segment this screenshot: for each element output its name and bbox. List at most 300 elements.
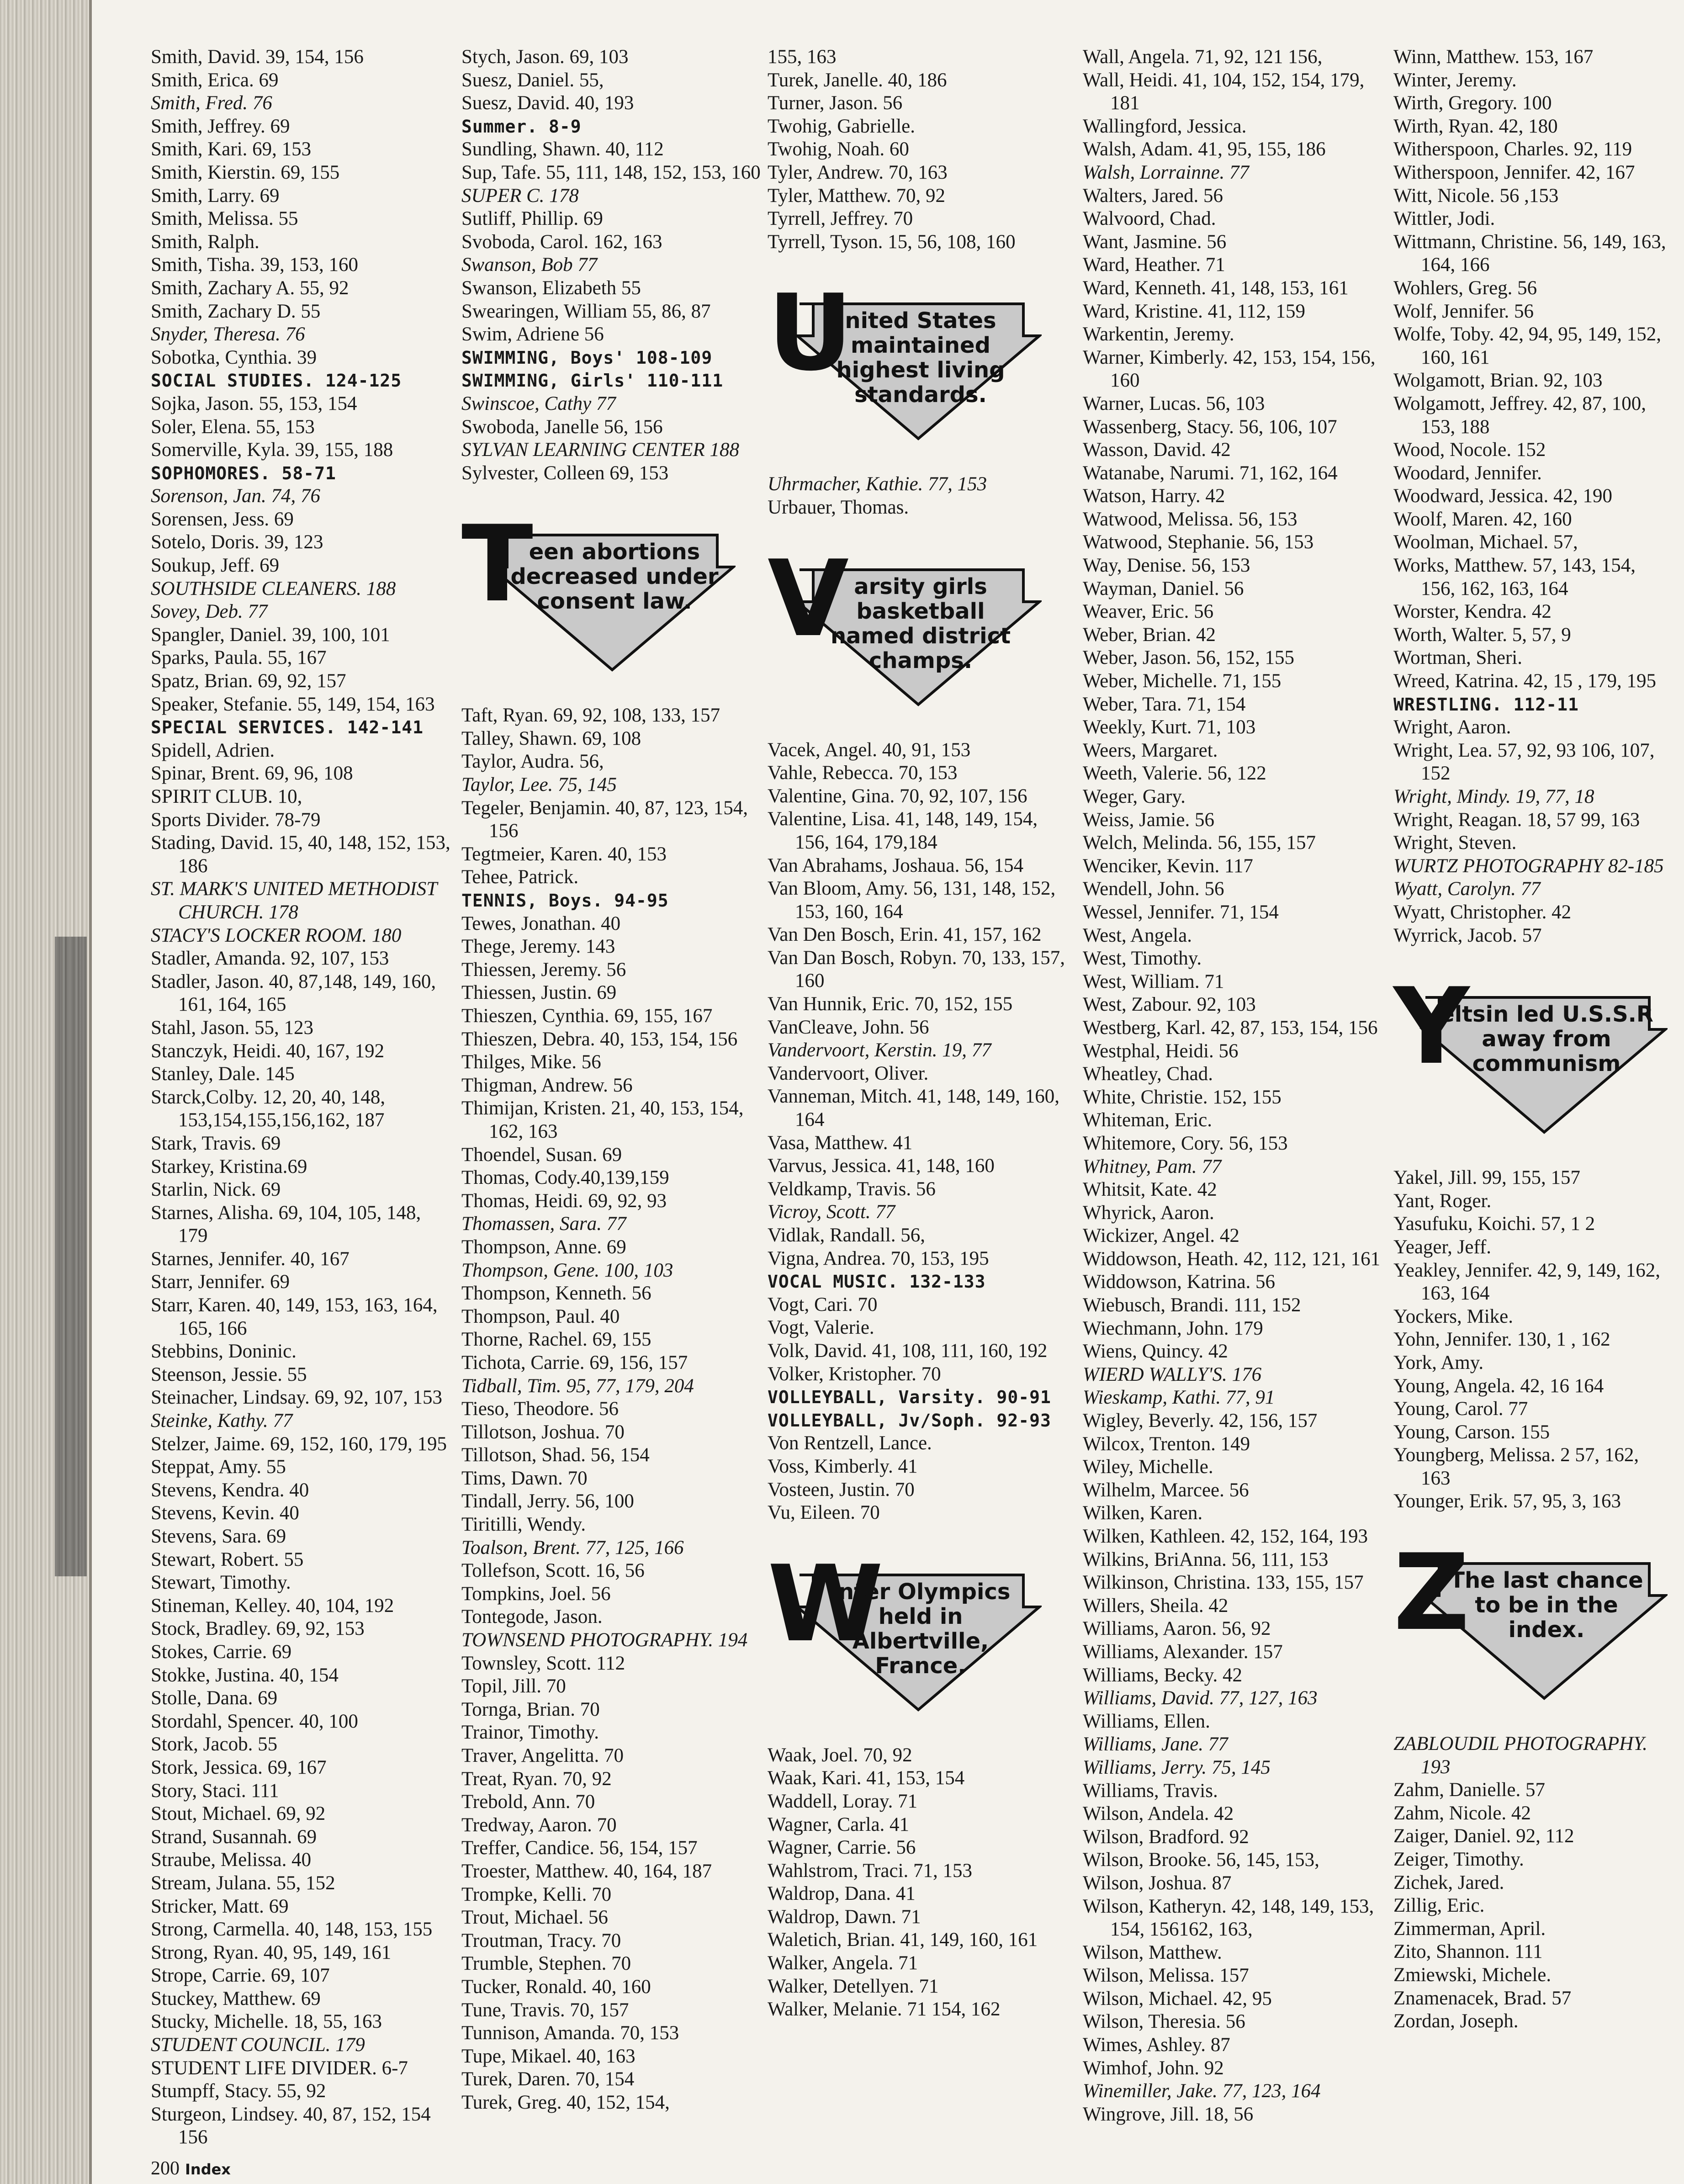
- section-banner: [1393, 1532, 1668, 1701]
- banner-caption: eltsin led U.S.S.R away from communism: [1440, 1002, 1653, 1077]
- index-entry: Sturgeon, Lindsey. 40, 87, 152, 154 156: [151, 2103, 431, 2148]
- index-entry: STUDENT COUNCIL. 179: [151, 2034, 365, 2056]
- index-entry: Vandervoort, Kerstin. 19, 77: [768, 1039, 991, 1061]
- index-entry: Strope, Carrie. 69, 107: [151, 1965, 330, 1987]
- index-entry: Van Dan Bosch, Robyn. 70, 133, 157, 160: [768, 947, 1065, 992]
- index-entry: Stelzer, Jaime. 69, 152, 160, 179, 195: [151, 1433, 447, 1455]
- index-entry: Sylvester, Colleen 69, 153: [461, 462, 669, 484]
- index-entry: Williams, Alexander. 157: [1083, 1641, 1283, 1663]
- index-entry: Zichek, Jared.: [1393, 1871, 1504, 1893]
- index-entry: Vandervoort, Oliver.: [768, 1062, 929, 1084]
- index-entry: Stokes, Carrie. 69: [151, 1641, 292, 1663]
- index-entry: Taylor, Audra. 56,: [461, 751, 604, 773]
- index-entry: Soukup, Jeff. 69: [151, 555, 280, 577]
- index-entry: Yasufuku, Koichi. 57, 1 2: [1393, 1213, 1595, 1235]
- index-entry: Tiritilli, Wendy.: [461, 1514, 586, 1536]
- index-entry: Stahl, Jason. 55, 123: [151, 1017, 313, 1039]
- index-entry: Turek, Greg. 40, 152, 154,: [461, 2091, 670, 2113]
- index-entry: Smith, Melissa. 55: [151, 208, 298, 230]
- index-entry: Wright, Lea. 57, 92, 93 106, 107, 152: [1393, 739, 1655, 785]
- index-entry: Widdowson, Katrina. 56: [1083, 1271, 1276, 1293]
- index-entry: Williams, Becky. 42: [1083, 1664, 1242, 1686]
- index-entry: Wood, Nocole. 152: [1393, 439, 1546, 461]
- index-entry: Townsley, Scott. 112: [461, 1652, 625, 1674]
- index-entry: Van Hunnik, Eric. 70, 152, 155: [768, 993, 1013, 1015]
- index-entry: Thomas, Cody.40,139,159: [461, 1167, 669, 1189]
- index-entry: Suesz, Daniel. 55,: [461, 69, 604, 91]
- index-entry: Thigman, Andrew. 56: [461, 1074, 633, 1096]
- index-entry: Wasson, David. 42: [1083, 439, 1231, 461]
- banner-letter: Z: [1393, 1532, 1470, 1654]
- index-entry: Weber, Tara. 71, 154: [1083, 693, 1246, 715]
- index-entry: Vogt, Valerie.: [768, 1317, 874, 1339]
- index-entry: Troutman, Tracy. 70: [461, 1930, 621, 1951]
- index-entry: Thege, Jeremy. 143: [461, 936, 615, 958]
- index-entry: Warkentin, Jeremy.: [1083, 323, 1234, 345]
- index-entry: Sotelo, Doris. 39, 123: [151, 531, 323, 553]
- index-entry: Wilken, Karen.: [1083, 1502, 1203, 1524]
- index-entry: Wall, Angela. 71, 92, 121 156,: [1083, 46, 1323, 68]
- index-entry: Turek, Daren. 70, 154: [461, 2068, 635, 2090]
- index-entry: Varvus, Jessica. 41, 148, 160: [768, 1155, 995, 1177]
- index-entry: Waletich, Brian. 41, 149, 160, 161: [768, 1929, 1038, 1951]
- index-entry: Tyrrell, Tyson. 15, 56, 108, 160: [768, 231, 1016, 253]
- index-entry: Uhrmacher, Kathie. 77, 153: [768, 473, 987, 495]
- index-entry: Starkey, Kristina.69: [151, 1156, 307, 1177]
- banner-caption: arsity girls basketball named district champs.: [830, 573, 1011, 673]
- index-entry: Wortman, Sheri.: [1393, 647, 1522, 669]
- index-entry: Warner, Kimberly. 42, 153, 154, 156, 160: [1083, 346, 1376, 392]
- index-entry: Wohlers, Greg. 56: [1393, 277, 1537, 299]
- index-entry: Taylor, Lee. 75, 145: [461, 774, 617, 796]
- index-entry: Twohig, Noah. 60: [768, 138, 909, 160]
- index-entry: Sup, Tafe. 55, 111, 148, 152, 153, 160: [461, 161, 761, 183]
- index-entry: Westphal, Heidi. 56: [1083, 1040, 1239, 1062]
- index-entry: Valentine, Gina. 70, 92, 107, 156: [768, 785, 1027, 807]
- banner-letter: U: [768, 272, 853, 395]
- banner-caption: The last chance to be in the index.: [1450, 1568, 1643, 1643]
- index-entry: Zeiger, Timothy.: [1393, 1849, 1524, 1871]
- index-entry: Wittler, Jodi.: [1393, 208, 1495, 230]
- index-entry: Witherspoon, Charles. 92, 119: [1393, 138, 1632, 160]
- index-entry: Stream, Julana. 55, 152: [151, 1872, 335, 1894]
- index-entry: Worth, Walter. 5, 57, 9: [1393, 624, 1571, 646]
- index-entry: Summer. 8-9: [461, 116, 582, 137]
- index-entry: Steinke, Kathy. 77: [151, 1410, 293, 1432]
- index-entry: Watanabe, Narumi. 71, 162, 164: [1083, 462, 1338, 484]
- index-entry: Tornga, Brian. 70: [461, 1698, 600, 1720]
- index-entry: Zimmerman, April.: [1393, 1918, 1546, 1940]
- banner-letter: T: [461, 504, 533, 626]
- index-entry: Twohig, Gabrielle.: [768, 115, 915, 137]
- index-entry: Walvoord, Chad.: [1083, 208, 1216, 230]
- index-entry: Urbauer, Thomas.: [768, 496, 909, 518]
- index-entry: Thiessen, Jeremy. 56: [461, 959, 626, 981]
- index-entry: Wimhof, John. 92: [1083, 2057, 1224, 2079]
- index-entry: Tunnison, Amanda. 70, 153: [461, 2022, 679, 2044]
- index-entry: Taft, Ryan. 69, 92, 108, 133, 157: [461, 705, 720, 726]
- index-entry: Sutliff, Phillip. 69: [461, 208, 603, 230]
- index-entry: Von Rentzell, Lance.: [768, 1432, 932, 1454]
- index-entry: Wiebusch, Brandi. 111, 152: [1083, 1294, 1301, 1316]
- index-entry: Smith, Tisha. 39, 153, 160: [151, 254, 358, 276]
- index-entry: Weber, Michelle. 71, 155: [1083, 670, 1282, 692]
- index-entry: SWIMMING, Boys' 108-109: [461, 347, 713, 368]
- index-entry: Traver, Angelitta. 70: [461, 1745, 624, 1766]
- index-entry: Weers, Margaret.: [1083, 739, 1218, 761]
- index-entry: Suesz, David. 40, 193: [461, 92, 634, 114]
- index-entry: Thoendel, Susan. 69: [461, 1144, 622, 1166]
- index-entry: Voss, Kimberly. 41: [768, 1455, 918, 1477]
- index-entry: Smith, Jeffrey. 69: [151, 115, 290, 137]
- index-entry: Vigna, Andrea. 70, 153, 195: [768, 1247, 989, 1269]
- index-entry: Thompson, Gene. 100, 103: [461, 1259, 673, 1281]
- index-entry: Yohn, Jennifer. 130, 1 , 162: [1393, 1329, 1610, 1351]
- index-entry: Wilson, Theresia. 56: [1083, 2011, 1245, 2033]
- index-entry: Weiss, Jamie. 56: [1083, 809, 1214, 831]
- index-entry: Soler, Elena. 55, 153: [151, 416, 315, 438]
- index-entry: Starr, Karen. 40, 149, 153, 163, 164, 165, 166: [151, 1294, 438, 1339]
- index-entry: Treat, Ryan. 70, 92: [461, 1768, 612, 1790]
- banner-caption: inter Olympics held in Albertville, France.: [831, 1579, 1011, 1679]
- index-entry: Swanson, Bob 77: [461, 254, 598, 276]
- page-footer: [151, 2157, 231, 2179]
- index-entry: Yakel, Jill. 99, 155, 157: [1393, 1167, 1580, 1189]
- index-entry: Wilson, Melissa. 157: [1083, 1965, 1249, 1987]
- index-entry: Wilkins, BriAnna. 56, 111, 153: [1083, 1548, 1329, 1570]
- index-entry: ZABLOUDIL PHOTOGRAPHY. 193: [1393, 1733, 1647, 1778]
- index-entry: Wilson, Andela. 42: [1083, 1803, 1234, 1825]
- index-entry: Wilcox, Trenton. 149: [1083, 1433, 1250, 1455]
- index-entry: Wigley, Beverly. 42, 156, 157: [1083, 1410, 1318, 1432]
- index-entry: Wright, Steven.: [1393, 832, 1517, 854]
- index-entry: Yeager, Jeff.: [1393, 1236, 1492, 1258]
- index-entry: Stout, Michael. 69, 92: [151, 1803, 326, 1825]
- banner-caption: een abortions decreased under consent law.: [510, 539, 719, 615]
- index-entry: West, William. 71: [1083, 970, 1224, 992]
- index-entry: Stolle, Dana. 69: [151, 1687, 278, 1709]
- index-entry: Young, Carol. 77: [1393, 1398, 1528, 1420]
- index-entry: Witherspoon, Jennifer. 42, 167: [1393, 161, 1635, 183]
- banner-caption: nited States maintained highest living standards.: [836, 308, 1005, 408]
- index-entry: SWIMMING, Girls' 110-111: [461, 371, 724, 391]
- index-entry: Younger, Erik. 57, 95, 3, 163: [1393, 1490, 1621, 1512]
- index-entry: VOCAL MUSIC. 132-133: [768, 1272, 986, 1292]
- index-entry: Trainor, Timothy.: [461, 1722, 599, 1744]
- index-entry: Whitemore, Cory. 56, 153: [1083, 1132, 1288, 1154]
- index-entry: Stych, Jason. 69, 103: [461, 46, 629, 68]
- index-entry: Stanley, Dale. 145: [151, 1063, 295, 1085]
- index-entry: Wieskamp, Kathi. 77, 91: [1083, 1387, 1275, 1409]
- index-entry: Smith, Larry. 69: [151, 185, 280, 207]
- index-entry: Zordan, Joseph.: [1393, 2010, 1519, 2032]
- index-entry: Wreed, Katrina. 42, 15 , 179, 195: [1393, 670, 1657, 692]
- index-entry: Thompson, Anne. 69: [461, 1236, 626, 1258]
- index-entry: Tontegode, Jason.: [461, 1606, 603, 1628]
- index-entry: Wilson, Brooke. 56, 145, 153,: [1083, 1849, 1319, 1871]
- index-entry: Tillotson, Shad. 56, 154: [461, 1444, 650, 1466]
- index-entry: TENNIS, Boys. 94-95: [461, 891, 669, 911]
- footer-label: Index: [185, 2161, 231, 2178]
- index-entry: Thieszen, Debra. 40, 153, 154, 156: [461, 1028, 738, 1050]
- section-banner: [768, 272, 1042, 441]
- index-entry: Wilkinson, Christina. 133, 155, 157: [1083, 1572, 1364, 1594]
- index-entry: Smith, David. 39, 154, 156: [151, 46, 364, 68]
- index-entry: Wilson, Katheryn. 42, 148, 149, 153, 154, 156162, 163,: [1083, 1895, 1374, 1940]
- index-entry: WURTZ PHOTOGRAPHY 82-185: [1393, 855, 1664, 877]
- index-entry: Turner, Jason. 56: [768, 92, 903, 114]
- index-entry: Waak, Joel. 70, 92: [768, 1744, 912, 1766]
- index-entry: Woolf, Maren. 42, 160: [1393, 508, 1572, 530]
- index-entry: Wolgamott, Brian. 92, 103: [1393, 370, 1603, 392]
- index-entry: Sorensen, Jess. 69: [151, 508, 294, 530]
- index-entry: Wagner, Carrie. 56: [768, 1837, 916, 1859]
- index-entry: Zito, Shannon. 111: [1393, 1941, 1543, 1963]
- index-entry: Wilson, Michael. 42, 95: [1083, 1988, 1272, 2009]
- index-entry: Stuckey, Matthew. 69: [151, 1988, 321, 2009]
- index-entry: Walker, Angela. 71: [768, 1952, 918, 1974]
- index-entry: Swanson, Elizabeth 55: [461, 277, 641, 299]
- index-entry: Williams, Travis.: [1083, 1780, 1218, 1802]
- index-entry: Tidball, Tim. 95, 77, 179, 204: [461, 1375, 694, 1397]
- index-entry: Tyrrell, Jeffrey. 70: [768, 208, 913, 230]
- index-entry: Starlin, Nick. 69: [151, 1179, 281, 1201]
- index-entry: Stading, David. 15, 40, 148, 152, 153, 186: [151, 832, 450, 877]
- index-entry: Williams, Aaron. 56, 92: [1083, 1618, 1271, 1640]
- index-entry: Tollefson, Scott. 16, 56: [461, 1560, 645, 1582]
- index-entry: Toalson, Brent. 77, 125, 166: [461, 1537, 684, 1558]
- index-entry: Stineman, Kelley. 40, 104, 192: [151, 1595, 394, 1617]
- index-entry: Wyrrick, Jacob. 57: [1393, 924, 1542, 946]
- index-entry: Tyler, Andrew. 70, 163: [768, 161, 948, 183]
- index-entry: Walker, Melanie. 71 154, 162: [768, 1998, 1001, 2020]
- index-entry: Wayman, Daniel. 56: [1083, 578, 1244, 599]
- index-entry: Whiteman, Eric.: [1083, 1109, 1212, 1131]
- index-entry: Stricker, Matt. 69: [151, 1895, 289, 1917]
- index-entry: Wirth, Ryan. 42, 180: [1393, 115, 1558, 137]
- index-entry: Zahm, Nicole. 42: [1393, 1802, 1531, 1824]
- index-entry: Vasa, Matthew. 41: [768, 1132, 913, 1154]
- index-entry: Tupe, Mikael. 40, 163: [461, 2045, 635, 2067]
- index-entry: Vanneman, Mitch. 41, 148, 149, 160, 164: [768, 1086, 1059, 1131]
- index-entry: Vu, Eileen. 70: [768, 1502, 880, 1524]
- index-entry: Steppat, Amy. 55: [151, 1456, 286, 1478]
- index-entry: Swim, Adriene 56: [461, 323, 604, 345]
- index-entry: Tims, Dawn. 70: [461, 1467, 588, 1489]
- index-entry: Wendell, John. 56: [1083, 878, 1224, 900]
- index-entry: Williams, Jerry. 75, 145: [1083, 1756, 1271, 1778]
- index-entry: Stumpff, Stacy. 55, 92: [151, 2080, 326, 2102]
- index-entry: WRESTLING. 112-11: [1393, 694, 1579, 715]
- index-entry: Wiechmann, John. 179: [1083, 1317, 1263, 1339]
- index-entry: Stordahl, Spencer. 40, 100: [151, 1710, 358, 1732]
- index-column-4: [1083, 46, 1384, 2126]
- index-entry: Wassenberg, Stacy. 56, 106, 107: [1083, 416, 1337, 438]
- index-entry: Story, Staci. 111: [151, 1780, 279, 1802]
- index-entry: Thorne, Rachel. 69, 155: [461, 1329, 651, 1351]
- index-entry: Stanczyk, Heidi. 40, 167, 192: [151, 1040, 385, 1062]
- index-entry: Weeth, Valerie. 56, 122: [1083, 763, 1266, 785]
- index-entry: Spidell, Adrien.: [151, 739, 275, 761]
- index-entry: Smith, Zachary D. 55: [151, 300, 321, 322]
- index-entry: Sundling, Shawn. 40, 112: [461, 138, 664, 160]
- index-entry: White, Christie. 152, 155: [1083, 1086, 1282, 1108]
- index-entry: Strand, Susannah. 69: [151, 1826, 317, 1848]
- index-entry: Waldrop, Dana. 41: [768, 1883, 916, 1905]
- index-entry: SOUTHSIDE CLEANERS. 188: [151, 578, 396, 599]
- index-entry: Stevens, Sara. 69: [151, 1526, 286, 1547]
- index-entry: Zmiewski, Michele.: [1393, 1964, 1552, 1986]
- index-entry: Trumble, Stephen. 70: [461, 1953, 631, 1975]
- index-entry: Smith, Erica. 69: [151, 69, 279, 91]
- index-entry: Worster, Kendra. 42: [1393, 601, 1552, 623]
- index-entry: Ward, Kristine. 41, 112, 159: [1083, 300, 1305, 322]
- index-entry: Walker, Detellyen. 71: [768, 1975, 939, 1997]
- index-entry: York, Amy.: [1393, 1352, 1484, 1373]
- index-entry: Tegtmeier, Karen. 40, 153: [461, 843, 667, 865]
- index-entry: Wilson, Joshua. 87: [1083, 1872, 1232, 1894]
- index-entry: Thieszen, Cynthia. 69, 155, 167: [461, 1005, 713, 1027]
- index-entry: Wyatt, Carolyn. 77: [1393, 878, 1541, 900]
- index-entry: Svoboda, Carol. 162, 163: [461, 231, 662, 253]
- index-entry: Talley, Shawn. 69, 108: [461, 727, 641, 749]
- index-entry: Winter, Jeremy.: [1393, 69, 1517, 91]
- index-entry: Winemiller, Jake. 77, 123, 164: [1083, 2080, 1321, 2102]
- index-entry: Weaver, Eric. 56: [1083, 601, 1214, 623]
- index-entry: Swinscoe, Cathy 77: [461, 392, 616, 414]
- index-entry: Wheatley, Chad.: [1083, 1063, 1213, 1085]
- index-entry: Sobotka, Cynthia. 39: [151, 346, 317, 368]
- index-entry: Wolf, Jennifer. 56: [1393, 300, 1534, 322]
- index-entry: Weber, Jason. 56, 152, 155: [1083, 647, 1294, 669]
- index-entry: Wyatt, Christopher. 42: [1393, 901, 1572, 923]
- index-entry: Waldrop, Dawn. 71: [768, 1906, 921, 1928]
- index-entry: Swearingen, William 55, 86, 87: [461, 300, 711, 322]
- index-entry: Stewart, Timothy.: [151, 1572, 291, 1594]
- index-entry: Valentine, Lisa. 41, 148, 149, 154, 156, 164, 179,184: [768, 808, 1038, 853]
- index-entry: Wimes, Ashley. 87: [1083, 2034, 1230, 2056]
- index-entry: Wright, Aaron.: [1393, 716, 1511, 738]
- index-entry: Wittmann, Christine. 56, 149, 163, 164, 166: [1393, 231, 1666, 276]
- index-entry: West, Timothy.: [1083, 948, 1202, 970]
- index-entry: STACY'S LOCKER ROOM. 180: [151, 924, 402, 946]
- index-entry: Williams, Ellen.: [1083, 1710, 1210, 1732]
- index-entry: Trompke, Kelli. 70: [461, 1883, 612, 1905]
- index-entry: Tindall, Jerry. 56, 100: [461, 1490, 634, 1512]
- index-entry: Straube, Melissa. 40: [151, 1849, 312, 1871]
- index-entry: Tyler, Matthew. 70, 92: [768, 185, 945, 207]
- index-entry: 155, 163: [768, 46, 837, 68]
- index-entry: Spatz, Brian. 69, 92, 157: [151, 670, 346, 692]
- index-entry: Weekly, Kurt. 71, 103: [1083, 716, 1256, 738]
- index-entry: Yockers, Mike.: [1393, 1305, 1513, 1327]
- index-entry: Yant, Roger.: [1393, 1190, 1492, 1212]
- index-entry: Whitsit, Kate. 42: [1083, 1179, 1217, 1201]
- index-entry: Spinar, Brent. 69, 96, 108: [151, 763, 353, 785]
- index-entry: Westberg, Karl. 42, 87, 153, 154, 156: [1083, 1017, 1378, 1039]
- index-entry: Tillotson, Joshua. 70: [461, 1421, 625, 1443]
- index-entry: Weber, Brian. 42: [1083, 624, 1216, 646]
- index-entry: Yeakley, Jennifer. 42, 9, 149, 162, 163, 164: [1393, 1259, 1661, 1304]
- index-entry: Stewart, Robert. 55: [151, 1548, 304, 1570]
- section-banner: [768, 538, 1042, 707]
- index-entry: Wenciker, Kevin. 117: [1083, 855, 1253, 877]
- index-entry: Wilson, Matthew.: [1083, 1941, 1222, 1963]
- index-entry: Warner, Lucas. 56, 103: [1083, 392, 1265, 414]
- index-entry: Starnes, Jennifer. 40, 167: [151, 1248, 350, 1270]
- index-entry: Vacek, Angel. 40, 91, 153: [768, 739, 971, 761]
- index-entry: Topil, Jill. 70: [461, 1675, 566, 1697]
- index-entry: Whitney, Pam. 77: [1083, 1156, 1222, 1177]
- index-entry: STUDENT LIFE DIVIDER. 6-7: [151, 2057, 408, 2079]
- index-entry: Wahlstrom, Traci. 71, 153: [768, 1860, 973, 1882]
- index-entry: Whyrick, Aaron.: [1083, 1202, 1214, 1224]
- index-entry: Vicroy, Scott. 77: [768, 1201, 895, 1223]
- index-entry: SPIRIT CLUB. 10,: [151, 786, 302, 807]
- index-entry: Stork, Jessica. 69, 167: [151, 1756, 327, 1778]
- index-entry: Wessel, Jennifer. 71, 154: [1083, 901, 1279, 923]
- index-entry: Willers, Sheila. 42: [1083, 1595, 1229, 1617]
- index-entry: Tichota, Carrie. 69, 156, 157: [461, 1352, 688, 1373]
- index-entry: Smith, Kari. 69, 153: [151, 138, 312, 160]
- index-entry: Van Abrahams, Joshaua. 56, 154: [768, 854, 1024, 876]
- index-entry: Thomassen, Sara. 77: [461, 1213, 626, 1235]
- index-entry: Williams, David. 77, 127, 163: [1083, 1687, 1318, 1709]
- index-entry: Watwood, Melissa. 56, 153: [1083, 508, 1297, 530]
- index-entry: Wolfe, Toby. 42, 94, 95, 149, 152, 160, 161: [1393, 323, 1661, 368]
- index-entry: Stork, Jacob. 55: [151, 1733, 278, 1755]
- page-number: 200: [151, 2158, 180, 2179]
- index-entry: Starr, Jennifer. 69: [151, 1271, 290, 1293]
- index-entry: Walters, Jared. 56: [1083, 185, 1223, 207]
- index-entry: Woodard, Jennifer.: [1393, 462, 1542, 484]
- index-entry: Stokke, Justina. 40, 154: [151, 1664, 339, 1686]
- index-entry: Somerville, Kyla. 39, 155, 188: [151, 439, 393, 461]
- index-entry: Strong, Ryan. 40, 95, 149, 161: [151, 1941, 392, 1963]
- index-entry: Wall, Heidi. 41, 104, 152, 154, 179, 181: [1083, 69, 1365, 114]
- index-entry: Walsh, Adam. 41, 95, 155, 186: [1083, 138, 1326, 160]
- index-entry: Sports Divider. 78-79: [151, 809, 321, 831]
- index-entry: Vogt, Cari. 70: [768, 1293, 878, 1315]
- index-entry: Woodward, Jessica. 42, 190: [1393, 485, 1613, 507]
- index-entry: Smith, Ralph.: [151, 231, 259, 253]
- index-entry: Sovey, Deb. 77: [151, 601, 268, 623]
- index-entry: Wagner, Carla. 41: [768, 1813, 910, 1835]
- banner-letter: Y: [1393, 966, 1470, 1088]
- index-entry: Vosteen, Justin. 70: [768, 1479, 915, 1500]
- index-entry: Wilken, Kathleen. 42, 152, 164, 193: [1083, 1526, 1368, 1547]
- index-entry: Weger, Gary.: [1083, 786, 1186, 807]
- index-entry: Wright, Reagan. 18, 57 99, 163: [1393, 809, 1640, 831]
- index-entry: West, Angela.: [1083, 924, 1192, 946]
- index-entry: Tieso, Theodore. 56: [461, 1398, 619, 1420]
- index-entry: Snyder, Theresa. 76: [151, 323, 305, 345]
- index-entry: SUPER C. 178: [461, 185, 579, 207]
- index-entry: Trout, Michael. 56: [461, 1907, 608, 1929]
- index-entry: Zillig, Eric.: [1393, 1895, 1485, 1917]
- index-entry: Wingrove, Jill. 18, 56: [1083, 2103, 1254, 2125]
- banner-letter: V: [768, 538, 849, 660]
- index-entry: Stock, Bradley. 69, 92, 153: [151, 1618, 365, 1640]
- index-entry: WIERD WALLY'S. 176: [1083, 1363, 1262, 1385]
- index-entry: Steinacher, Lindsay. 69, 92, 107, 153: [151, 1387, 442, 1409]
- index-entry: Tucker, Ronald. 40, 160: [461, 1976, 651, 1998]
- index-entry: Troester, Matthew. 40, 164, 187: [461, 1860, 712, 1882]
- index-entry: Thiessen, Justin. 69: [461, 982, 617, 1004]
- section-banner: [768, 1543, 1042, 1712]
- index-entry: Welch, Melinda. 56, 155, 157: [1083, 832, 1316, 854]
- index-entry: Williams, Jane. 77: [1083, 1733, 1228, 1755]
